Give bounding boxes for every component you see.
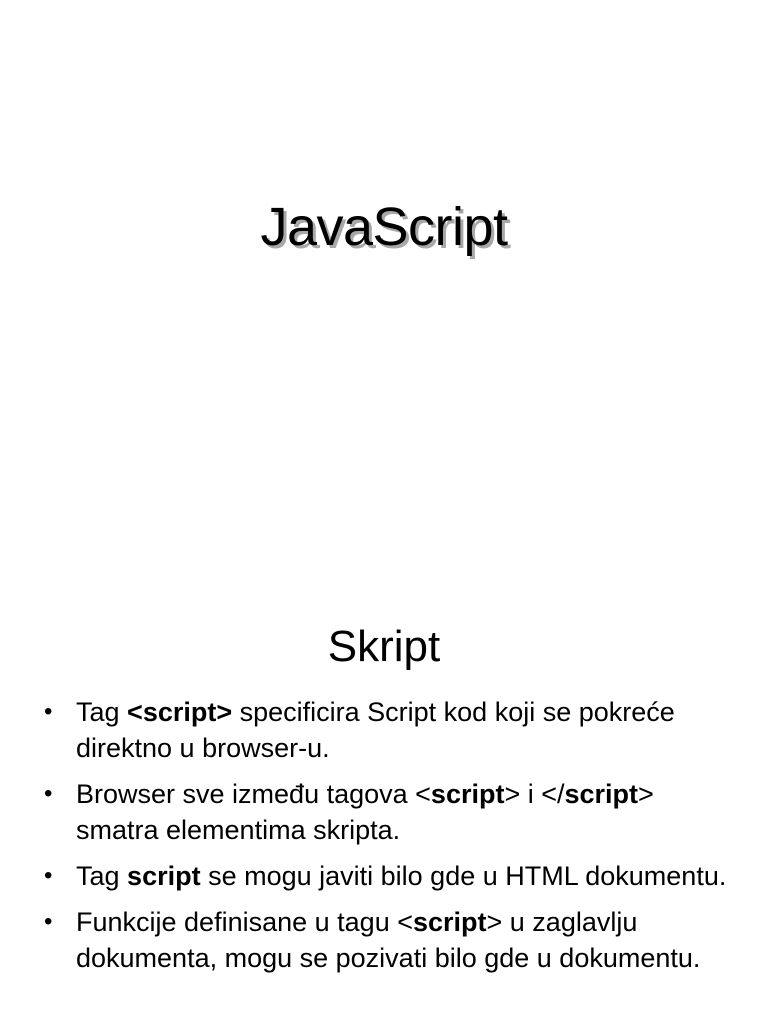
bullet-text-bold: script — [430, 779, 505, 809]
bullet-dot-icon: • — [44, 780, 53, 807]
slide-title: JavaScript — [260, 197, 508, 257]
bullet-text-part: se mogu javiti bilo gde u HTML dokumentu. — [200, 861, 727, 891]
bullet-item — [0, 858, 768, 894]
bullet-text-bold: <script> — [127, 697, 233, 727]
bullet-dot-icon: • — [44, 908, 53, 935]
bullet-item — [0, 694, 768, 766]
bullet-text-bold: script — [564, 779, 639, 809]
bullet-text-part: > smatra elementima skripta. — [76, 779, 654, 845]
bullet-text-part: Tag — [76, 697, 128, 727]
bullet-text-part: Tag — [76, 861, 128, 891]
bullet-text-part: > i </ — [504, 779, 565, 809]
bullet-text-bold: script — [412, 907, 487, 937]
bullet-item — [0, 904, 768, 976]
bullet-dot-icon: • — [44, 698, 53, 725]
bullet-text — [76, 779, 654, 845]
section-title: Skript — [327, 622, 441, 671]
bullet-text — [76, 907, 700, 973]
bullet-text — [76, 861, 726, 891]
bullet-text-part: > u zaglavlju dokumenta, mogu se pozivati bilo gde u dokumentu. — [76, 907, 701, 973]
bullet-text-part: Funkcije definisane u tagu < — [76, 907, 413, 937]
bullet-text — [76, 697, 675, 763]
bullet-dot-icon: • — [44, 862, 53, 889]
bullet-text-part: specificira Script kod koji se pokreće direktno u browser-u. — [76, 697, 675, 763]
bullet-list — [0, 694, 768, 986]
bullet-text-bold: script — [127, 861, 201, 891]
bullet-text-part: Browser sve između tagova < — [76, 779, 431, 809]
bullet-item — [0, 776, 768, 848]
